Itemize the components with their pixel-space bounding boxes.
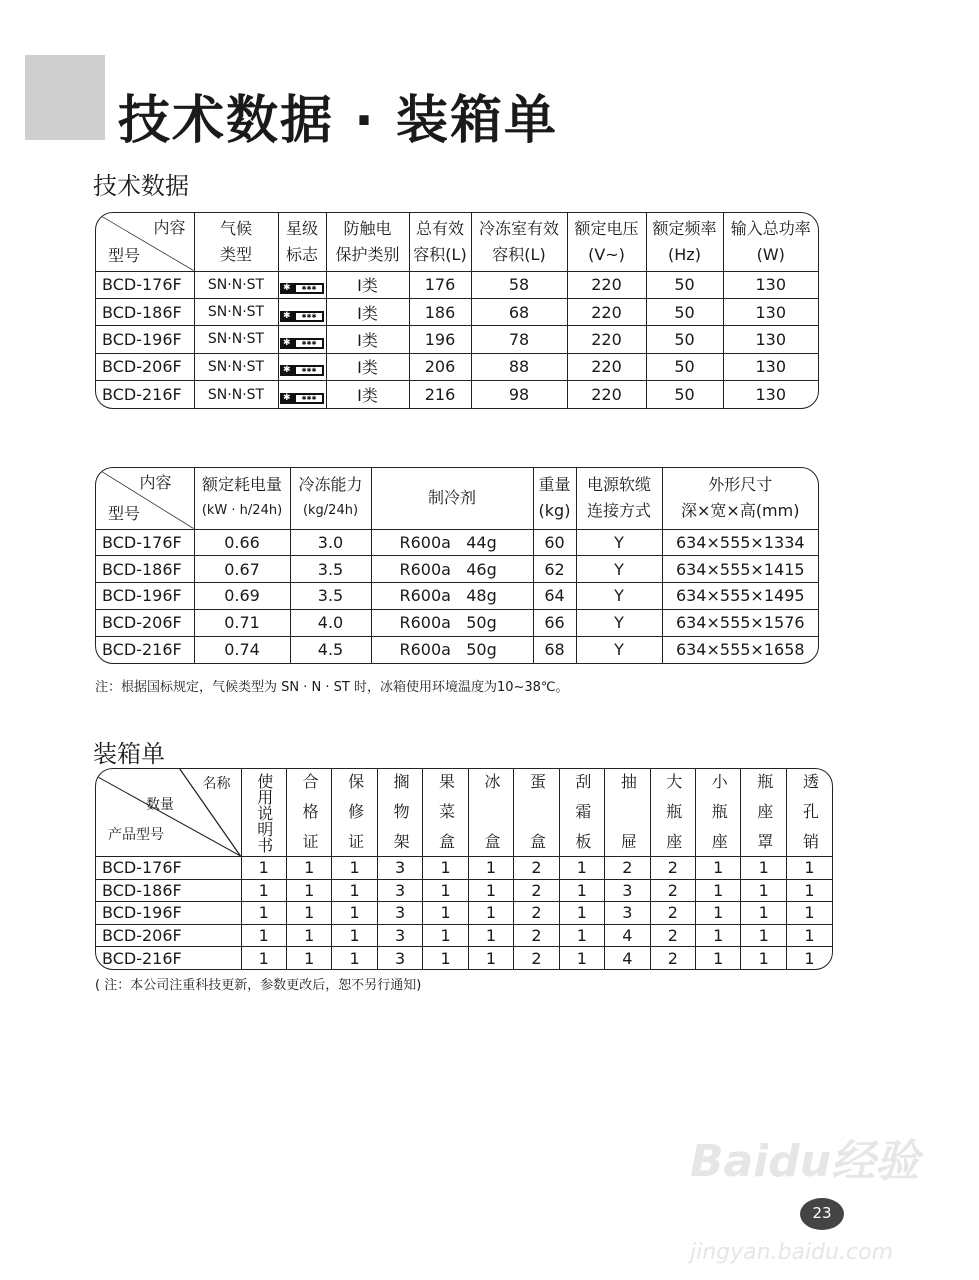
table-cell: 0.69 xyxy=(194,583,290,610)
table-cell: 130 xyxy=(723,298,818,325)
page-number: 23 xyxy=(800,1198,844,1230)
table-cell: 1 xyxy=(696,924,741,947)
table-cell: 50 xyxy=(646,271,723,298)
column-header-label: 刮霜板 xyxy=(572,773,592,849)
table-cell: BCD-176F xyxy=(96,529,194,556)
section-heading-tech-data: 技术数据 xyxy=(93,172,189,200)
table-cell: 1 xyxy=(241,902,286,925)
table-cell: R600a 48g xyxy=(371,583,533,610)
table-cell: 68 xyxy=(533,636,576,663)
footnote-climate: 注：根据国标规定，气候类型为 SN · N · ST 时，冰箱使用环境温度为10~38℃。 xyxy=(95,680,569,695)
column-header-line: 类型 xyxy=(219,244,252,264)
table-cell: 64 xyxy=(533,583,576,610)
column-header xyxy=(533,468,576,529)
table-cell: 98 xyxy=(471,381,567,408)
table-row xyxy=(96,609,818,636)
table-cell: 4.0 xyxy=(290,609,371,636)
freezer-four-star-rating-icon: ✱ ✱✱✱ xyxy=(280,365,324,376)
column-header-line: 冷冻能力 xyxy=(298,475,363,495)
column-header-line: 连接方式 xyxy=(586,501,651,521)
freezer-four-star-rating-icon: ✱ ✱✱✱ xyxy=(280,393,324,404)
table-cell: 58 xyxy=(471,271,567,298)
table-cell: 1 xyxy=(786,947,832,970)
table-cell: Y xyxy=(576,636,662,663)
table-cell: 4 xyxy=(605,924,650,947)
table-cell: 1 xyxy=(468,947,513,970)
column-header-line: (V~) xyxy=(588,244,625,264)
table-cell: 1 xyxy=(559,924,604,947)
table-row xyxy=(96,924,832,947)
table-cell: R600a 50g xyxy=(371,636,533,663)
table-row xyxy=(96,353,818,380)
column-header-line: (kW · h/24h) xyxy=(201,503,283,519)
table-cell: 1 xyxy=(468,879,513,902)
table-cell: BCD-186F xyxy=(96,556,194,583)
table-cell: 1 xyxy=(696,902,741,925)
table-cell: 1 xyxy=(241,947,286,970)
table-cell: 1 xyxy=(559,902,604,925)
column-header-label: 保修证 xyxy=(345,773,365,849)
table-cell: 634×555×1495 xyxy=(662,583,818,610)
table-row xyxy=(96,556,818,583)
table-cell: 1 xyxy=(696,857,741,880)
table-cell: Ⅰ类 xyxy=(326,271,409,298)
column-header-line: (kg/24h) xyxy=(302,503,359,519)
table-row xyxy=(96,529,818,556)
table-cell: 176 xyxy=(409,271,471,298)
column-header-label: 蛋盒 xyxy=(527,773,547,849)
table-cell: 1 xyxy=(741,902,786,925)
table-cell: 220 xyxy=(567,353,646,380)
table-cell: 0.67 xyxy=(194,556,290,583)
table-cell: Y xyxy=(576,609,662,636)
table-cell: 130 xyxy=(723,353,818,380)
table-cell: 1 xyxy=(286,947,331,970)
table-cell: 220 xyxy=(567,381,646,408)
column-header xyxy=(332,769,377,857)
watermark-logo: Baidu经验 xyxy=(690,1136,920,1187)
table-cell: 130 xyxy=(723,326,818,353)
table-cell: SN·N·ST xyxy=(194,298,278,325)
column-header-label: 抽屉 xyxy=(618,773,638,849)
diagonal-header-cell xyxy=(96,769,241,857)
table-cell: 68 xyxy=(471,298,567,325)
column-header-line: (kg) xyxy=(538,501,571,521)
column-header xyxy=(290,468,371,529)
table-cell: 1 xyxy=(241,879,286,902)
table-row xyxy=(96,298,818,325)
table-cell: 4.5 xyxy=(290,636,371,663)
table-cell: 2 xyxy=(514,879,559,902)
column-header-line: 制冷剂 xyxy=(427,488,476,508)
freezer-four-star-rating-icon: ✱ ✱✱✱ xyxy=(280,338,324,349)
table-cell: BCD-196F xyxy=(96,902,241,925)
table-cell: 1 xyxy=(332,902,377,925)
table-row xyxy=(96,947,832,970)
section-marker xyxy=(25,55,105,140)
table-cell: SN·N·ST xyxy=(194,271,278,298)
table-cell: BCD-216F xyxy=(96,947,241,970)
table-cell: 1 xyxy=(696,879,741,902)
table-cell: BCD-216F xyxy=(96,636,194,663)
table-cell: 3.5 xyxy=(290,556,371,583)
column-header xyxy=(409,213,471,271)
table-cell: 1 xyxy=(423,902,468,925)
table-cell: 0.74 xyxy=(194,636,290,663)
table-cell: 50 xyxy=(646,381,723,408)
table-cell: R600a 50g xyxy=(371,609,533,636)
table-cell: 3 xyxy=(377,879,422,902)
table-cell: 1 xyxy=(286,857,331,880)
column-header-line: 重量 xyxy=(538,475,571,495)
table-cell: Ⅰ类 xyxy=(326,381,409,408)
column-header xyxy=(786,769,832,857)
column-header-line: 冷冻室有效 xyxy=(478,218,559,238)
freezer-four-star-rating-icon: ✱ ✱✱✱ xyxy=(280,283,324,294)
column-header xyxy=(326,213,409,271)
column-header-line: 电源软缆 xyxy=(586,475,651,495)
header-content: 内容 xyxy=(153,218,186,237)
table-row xyxy=(96,636,818,663)
table-cell: 634×555×1658 xyxy=(662,636,818,663)
column-header-label: 透孔销 xyxy=(800,773,820,849)
column-header-label: 使用说明书 xyxy=(254,773,274,853)
star-boxes-icon: ✱✱✱ xyxy=(296,395,322,402)
table-cell: 1 xyxy=(786,924,832,947)
table-cell: 1 xyxy=(423,857,468,880)
table-cell: 1 xyxy=(741,947,786,970)
table-cell: Y xyxy=(576,529,662,556)
column-header-line: 深×宽×高(mm) xyxy=(681,501,800,521)
header-model: 型号 xyxy=(108,245,141,265)
column-header-line: 防触电 xyxy=(343,218,392,238)
table-cell: 1 xyxy=(468,857,513,880)
table-cell: 196 xyxy=(409,326,471,353)
star-boxes-icon: ✱✱✱ xyxy=(296,313,322,320)
section-heading-packing-list: 装箱单 xyxy=(93,740,165,768)
column-header xyxy=(723,213,818,271)
table-cell: BCD-206F xyxy=(96,353,194,380)
table-cell: 220 xyxy=(567,326,646,353)
column-header xyxy=(605,769,650,857)
table-cell: 1 xyxy=(332,879,377,902)
header-quantity: 数量 xyxy=(146,797,174,813)
column-header-line: 气候 xyxy=(219,218,252,238)
table-cell: BCD-196F xyxy=(96,583,194,610)
table-cell: 3 xyxy=(377,902,422,925)
table-cell: BCD-186F xyxy=(96,298,194,325)
table-cell: 50 xyxy=(646,298,723,325)
table-cell: 2 xyxy=(650,879,695,902)
column-header-line: 保护类别 xyxy=(335,244,400,264)
table-cell: 3.5 xyxy=(290,583,371,610)
table-cell: 3 xyxy=(605,902,650,925)
table-row xyxy=(96,326,818,353)
table-cell: 1 xyxy=(332,924,377,947)
table-cell: 206 xyxy=(409,353,471,380)
table-cell: 1 xyxy=(559,947,604,970)
table-cell: 3 xyxy=(377,947,422,970)
table-row xyxy=(96,879,832,902)
header-name: 名称 xyxy=(202,776,231,792)
column-header-label: 合格证 xyxy=(300,773,320,849)
table-cell: 66 xyxy=(533,609,576,636)
table-cell: 78 xyxy=(471,326,567,353)
table-cell: SN·N·ST xyxy=(194,381,278,408)
column-header-line: 外形尺寸 xyxy=(708,475,773,495)
table-cell: 3 xyxy=(377,924,422,947)
table-cell: 50 xyxy=(646,353,723,380)
table-cell: 3 xyxy=(377,857,422,880)
table-cell: 50 xyxy=(646,326,723,353)
table-cell: 1 xyxy=(468,924,513,947)
tech-data-table-2 xyxy=(95,467,819,664)
column-header xyxy=(696,769,741,857)
table-cell: 1 xyxy=(786,902,832,925)
column-header-line: 输入总功率 xyxy=(730,218,811,238)
table-cell xyxy=(278,298,326,325)
table-cell: 1 xyxy=(559,879,604,902)
table-cell xyxy=(278,353,326,380)
table-cell: 4 xyxy=(605,947,650,970)
table-cell: 1 xyxy=(741,879,786,902)
column-header-line: 标志 xyxy=(285,244,318,264)
table-cell: 2 xyxy=(514,924,559,947)
star-boxes-icon: ✱✱✱ xyxy=(296,285,322,292)
column-header xyxy=(559,769,604,857)
table-cell: 1 xyxy=(468,902,513,925)
table-cell: 634×555×1415 xyxy=(662,556,818,583)
column-header-line: 额定频率 xyxy=(652,218,717,238)
column-header xyxy=(241,769,286,857)
diagonal-header-cell xyxy=(96,213,194,271)
column-header-label: 小瓶座 xyxy=(709,773,729,849)
star-boxes-icon: ✱✱✱ xyxy=(296,367,322,374)
column-header-label: 搁物架 xyxy=(391,773,411,849)
table-cell: 2 xyxy=(650,857,695,880)
column-header-line: 容积(L) xyxy=(413,244,467,264)
table-cell: 88 xyxy=(471,353,567,380)
freezer-four-star-rating-icon: ✱ ✱✱✱ xyxy=(280,311,324,322)
table-cell: R600a 44g xyxy=(371,529,533,556)
table-cell: 60 xyxy=(533,529,576,556)
column-header xyxy=(194,213,278,271)
table-cell: 3 xyxy=(605,879,650,902)
column-header xyxy=(377,769,422,857)
table-cell: BCD-176F xyxy=(96,857,241,880)
star-boxes-icon: ✱✱✱ xyxy=(296,340,322,347)
diagonal-header-cell xyxy=(96,468,194,529)
column-header-line: 额定耗电量 xyxy=(201,475,282,495)
table-cell: 130 xyxy=(723,271,818,298)
table-cell: SN·N·ST xyxy=(194,326,278,353)
table-cell: 1 xyxy=(423,879,468,902)
table-cell: 2 xyxy=(650,947,695,970)
tech-data-table-1 xyxy=(95,212,819,409)
table-cell: 1 xyxy=(423,924,468,947)
table-cell: 1 xyxy=(286,924,331,947)
table-cell: Ⅰ类 xyxy=(326,353,409,380)
table-cell: 634×555×1576 xyxy=(662,609,818,636)
table-cell: 1 xyxy=(741,857,786,880)
column-header-label: 瓶座罩 xyxy=(754,773,774,849)
header-content: 内容 xyxy=(139,473,172,492)
footnote-updates: ( 注：本公司注重科技更新，参数更改后，恕不另行通知) xyxy=(95,978,422,993)
table-cell: 1 xyxy=(559,857,604,880)
table-cell: 1 xyxy=(332,947,377,970)
column-header xyxy=(646,213,723,271)
column-header-line: (W) xyxy=(756,244,785,264)
table-row xyxy=(96,583,818,610)
table-row xyxy=(96,857,832,880)
table-cell: 220 xyxy=(567,271,646,298)
column-header-label: 冰盒 xyxy=(481,773,501,849)
table-cell: BCD-216F xyxy=(96,381,194,408)
table-cell: 3.0 xyxy=(290,529,371,556)
table-cell: 220 xyxy=(567,298,646,325)
table-cell: 1 xyxy=(286,902,331,925)
table-cell xyxy=(278,381,326,408)
table-cell: 1 xyxy=(423,947,468,970)
watermark-url: jingyan.baidu.com xyxy=(690,1240,894,1265)
column-header xyxy=(278,213,326,271)
table-cell: 634×555×1334 xyxy=(662,529,818,556)
table-cell: 186 xyxy=(409,298,471,325)
table-cell: Ⅰ类 xyxy=(326,298,409,325)
table-cell xyxy=(278,326,326,353)
column-header xyxy=(576,468,662,529)
table-cell: 0.71 xyxy=(194,609,290,636)
column-header xyxy=(567,213,646,271)
table-cell: BCD-196F xyxy=(96,326,194,353)
table-row xyxy=(96,902,832,925)
column-header-line: 容积(L) xyxy=(492,244,546,264)
header-model: 型号 xyxy=(108,503,141,523)
table-cell: 216 xyxy=(409,381,471,408)
page-title: 技术数据 · 装箱单 xyxy=(118,91,558,151)
table-cell: R600a 46g xyxy=(371,556,533,583)
column-header-label: 果菜盒 xyxy=(436,773,456,849)
column-header xyxy=(371,468,533,529)
table-cell: 1 xyxy=(332,857,377,880)
table-cell: 2 xyxy=(514,857,559,880)
column-header xyxy=(194,468,290,529)
table-cell: 1 xyxy=(786,879,832,902)
table-cell: 0.66 xyxy=(194,529,290,556)
column-header-line: 额定电压 xyxy=(574,218,639,238)
table-cell xyxy=(278,271,326,298)
table-cell: 1 xyxy=(286,879,331,902)
header-product-model: 产品型号 xyxy=(108,827,164,843)
table-cell: Ⅰ类 xyxy=(326,326,409,353)
column-header-label: 大瓶座 xyxy=(663,773,683,849)
table-cell: 1 xyxy=(786,857,832,880)
packing-list-table xyxy=(95,768,833,970)
table-cell: 130 xyxy=(723,381,818,408)
column-header xyxy=(650,769,695,857)
column-header xyxy=(741,769,786,857)
column-header xyxy=(471,213,567,271)
column-header xyxy=(662,468,818,529)
table-cell: 2 xyxy=(514,947,559,970)
column-header-line: 星级 xyxy=(285,218,318,238)
table-cell: Y xyxy=(576,583,662,610)
column-header-line: (Hz) xyxy=(668,244,701,264)
table-cell: BCD-176F xyxy=(96,271,194,298)
table-cell: 2 xyxy=(650,902,695,925)
table-cell: 1 xyxy=(741,924,786,947)
table-cell: 2 xyxy=(514,902,559,925)
column-header xyxy=(423,769,468,857)
column-header-line: 总有效 xyxy=(415,218,464,238)
table-cell: 2 xyxy=(650,924,695,947)
table-cell: BCD-186F xyxy=(96,879,241,902)
column-header xyxy=(514,769,559,857)
table-cell: BCD-206F xyxy=(96,609,194,636)
column-header xyxy=(286,769,331,857)
table-row xyxy=(96,381,818,408)
table-cell: 62 xyxy=(533,556,576,583)
table-cell: 1 xyxy=(696,947,741,970)
table-cell: Y xyxy=(576,556,662,583)
table-row xyxy=(96,271,818,298)
column-header xyxy=(468,769,513,857)
table-cell: 1 xyxy=(241,857,286,880)
table-cell: BCD-206F xyxy=(96,924,241,947)
table-cell: 2 xyxy=(605,857,650,880)
table-cell: 1 xyxy=(241,924,286,947)
table-cell: SN·N·ST xyxy=(194,353,278,380)
